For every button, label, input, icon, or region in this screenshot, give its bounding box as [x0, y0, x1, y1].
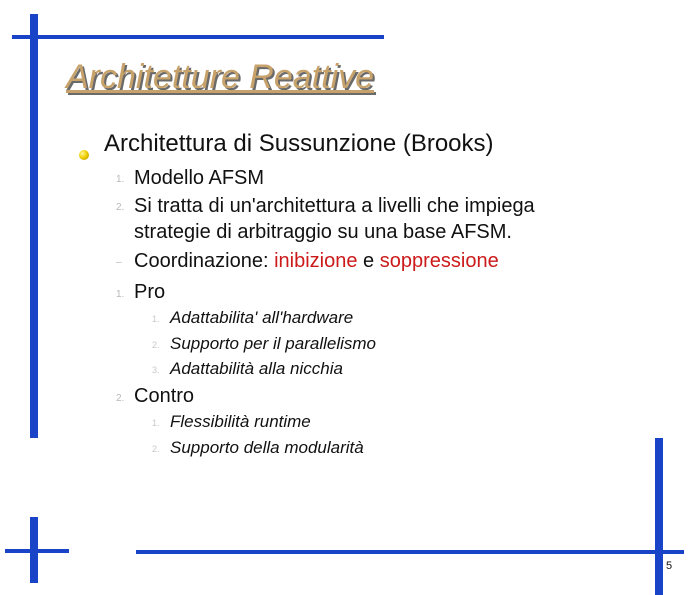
- contro-item-1-marker: 1.: [152, 418, 160, 428]
- item-3-highlight-soppressione: soppressione: [379, 250, 499, 272]
- item-5-text: Contro: [134, 385, 195, 407]
- item-3-prefix: Coordinazione:: [134, 250, 275, 272]
- pro-item-1-marker: 1.: [152, 314, 160, 324]
- top-left-vertical-bar: [30, 14, 38, 438]
- item-3-text: [134, 249, 499, 273]
- bottom-left-horizontal-bar: [5, 549, 69, 553]
- pro-item-3-marker: 3.: [152, 365, 160, 375]
- pro-item-2-marker: 2.: [152, 340, 160, 350]
- bottom-right-vertical-bar: [655, 438, 663, 595]
- item-2-line2: strategie di arbitraggio su una base AFSM.: [134, 221, 512, 243]
- item-3-marker: –: [116, 257, 122, 268]
- yellow-bullet-icon: [79, 150, 89, 160]
- contro-item-2-marker: 2.: [152, 444, 160, 454]
- item-1-marker: 1.: [116, 174, 125, 185]
- bottom-horizontal-bar: [136, 550, 684, 554]
- item-3-mid: e: [357, 250, 380, 272]
- top-horizontal-bar: [12, 35, 384, 39]
- contro-item-1-text: Flessibilità runtime: [170, 412, 311, 431]
- pro-item-1-text: Adattabilita' all'hardware: [170, 308, 354, 327]
- main-bullet-text: Architettura di Sussunzione (Brooks): [104, 130, 494, 157]
- item-2-line1: Si tratta di un'architettura a livelli che impiega: [134, 195, 535, 217]
- pro-item-2-text: Supporto per il parallelismo: [170, 334, 376, 353]
- item-4-text: Pro: [134, 281, 166, 303]
- contro-item-2-text: Supporto della modularità: [170, 438, 364, 457]
- item-5-marker: 2.: [116, 393, 125, 404]
- item-1-text: Modello AFSM: [134, 167, 265, 189]
- page-number: 5: [666, 560, 673, 572]
- pro-item-3-text: Adattabilità alla nicchia: [170, 359, 343, 378]
- item-3-highlight-inibizione: inibizione: [274, 250, 358, 272]
- item-2-marker: 2.: [116, 202, 125, 213]
- slide-title: Architetture Reattive: [66, 58, 375, 96]
- item-4-marker: 1.: [116, 289, 125, 300]
